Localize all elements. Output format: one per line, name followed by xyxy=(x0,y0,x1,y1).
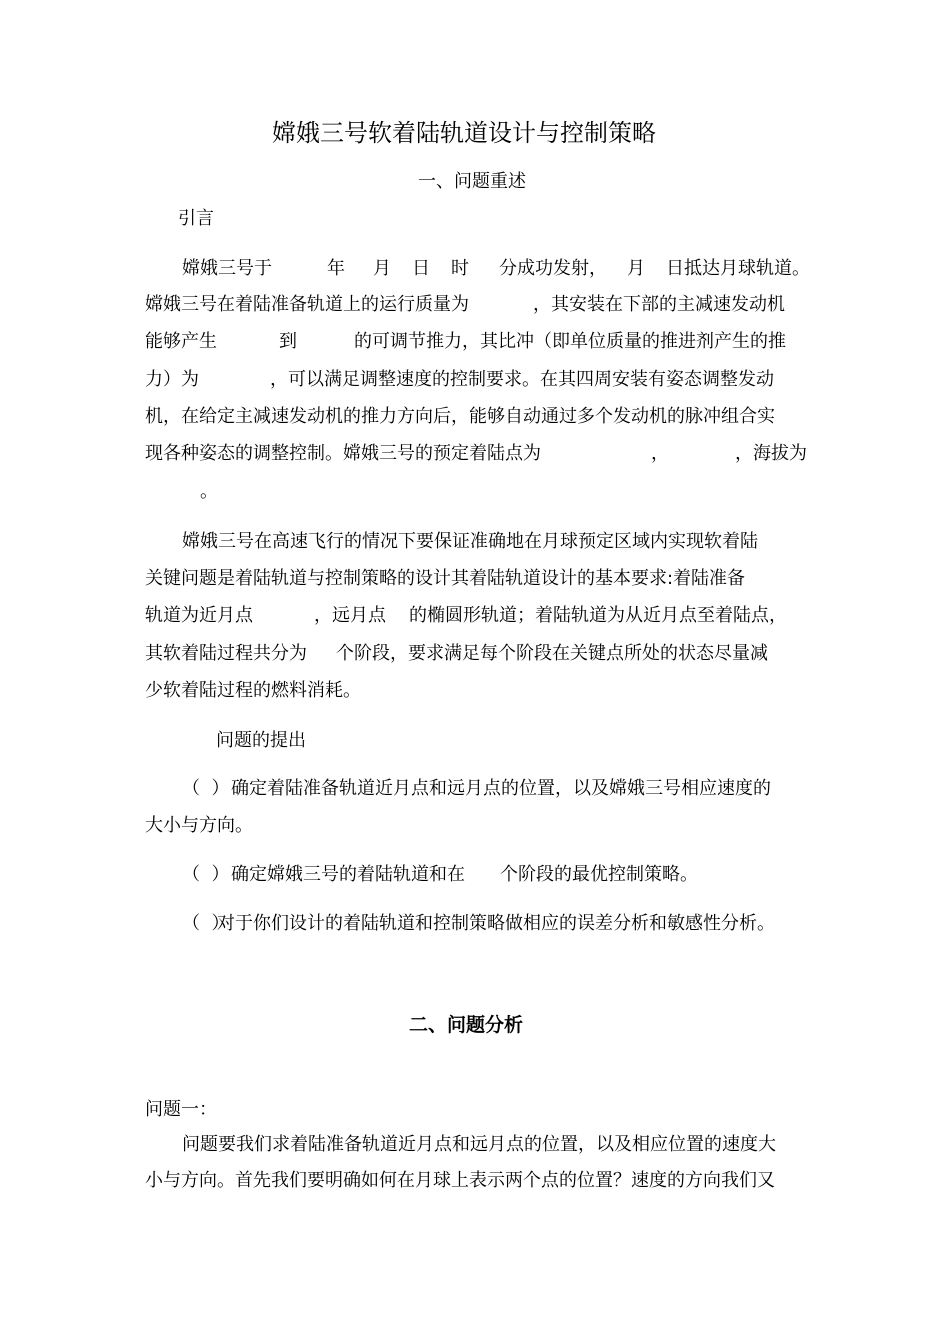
text-line: 。 xyxy=(200,481,218,502)
text-line: 月 xyxy=(627,258,645,279)
text-line: 分成功发射， xyxy=(499,258,607,279)
text-line: 大小与方向。 xyxy=(145,815,253,836)
text-line: 关键问题是着陆轨道与控制策略的设计其着陆轨道设计的基本要求:着陆准备 xyxy=(145,568,746,589)
text-line: 嫦娥三号在着陆准备轨道上的运行质量为 xyxy=(145,294,469,315)
question-number: （ ） xyxy=(182,913,230,934)
text-line: 确定着陆准备轨道近月点和远月点的位置，以及嫦娥三号相应速度的 xyxy=(231,778,771,799)
text-line: 现各种姿态的调整控制。嫦娥三号的预定着陆点为 xyxy=(145,443,541,464)
text-line: 其软着陆过程共分为 xyxy=(145,643,307,664)
text-line: 嫦娥三号在高速飞行的情况下要保证准确地在月球预定区域内实现软着陆 xyxy=(182,531,758,552)
text-line: 的椭圆形轨道；着陆轨道为从近月点至着陆点， xyxy=(409,605,787,626)
text-line: ，其安装在下部的主减速发动机 xyxy=(533,294,785,315)
text-line: 时 xyxy=(451,258,469,279)
text-line: 确定嫦娥三号的着陆轨道和在 xyxy=(231,864,465,885)
text-line: ，海拔为 xyxy=(735,443,807,464)
text-line: ，远月点 xyxy=(314,605,386,626)
text-line: ， xyxy=(651,443,669,464)
text-line: 对于你们设计的着陆轨道和控制策略做相应的误差分析和敏感性分析。 xyxy=(217,913,775,934)
text-line: 的可调节推力，其比冲（即单位质量的推进剂产生的推 xyxy=(354,331,786,352)
text-line: 日 xyxy=(412,258,430,279)
intro-label: 引言 xyxy=(178,208,214,229)
section-heading-2: 二、问题分析 xyxy=(409,1014,524,1036)
text-line: 机，在给定主减速发动机的推力方向后，能够自动通过多个发动机的脉冲组合实 xyxy=(145,406,775,427)
subheading-problem-1: 问题一： xyxy=(145,1099,217,1120)
text-line: 少软着陆过程的燃料消耗。 xyxy=(145,680,361,701)
text-line: 嫦娥三号于 xyxy=(182,258,272,279)
text-line: ，可以满足调整速度的控制要求。在其四周安装有姿态调整发动 xyxy=(270,369,774,390)
text-line: 到 xyxy=(279,331,297,352)
text-line: 个阶段的最优控制策略。 xyxy=(500,864,698,885)
text-line: 能够产生 xyxy=(145,331,217,352)
text-line: 日抵达月球轨道。 xyxy=(666,258,810,279)
text-line: 轨道为近月点 xyxy=(145,605,253,626)
text-line: 问题要我们求着陆准备轨道近月点和远月点的位置，以及相应位置的速度大 xyxy=(182,1134,776,1155)
text-line: 个阶段，要求满足每个阶段在关键点所处的状态尽量减 xyxy=(336,643,768,664)
text-line: 年 xyxy=(327,258,345,279)
question-number: （ ） xyxy=(182,864,230,885)
text-line: 小与方向。首先我们要明确如何在月球上表示两个点的位置？速度的方向我们又 xyxy=(145,1170,775,1191)
problem-label: 问题的提出 xyxy=(216,730,306,751)
page-title: 嫦娥三号软着陆轨道设计与控制策略 xyxy=(272,119,656,147)
text-line: 月 xyxy=(373,258,391,279)
question-number: （ ） xyxy=(182,778,230,799)
section-heading-1: 一、问题重述 xyxy=(418,171,526,192)
text-line: 力）为 xyxy=(145,369,199,390)
